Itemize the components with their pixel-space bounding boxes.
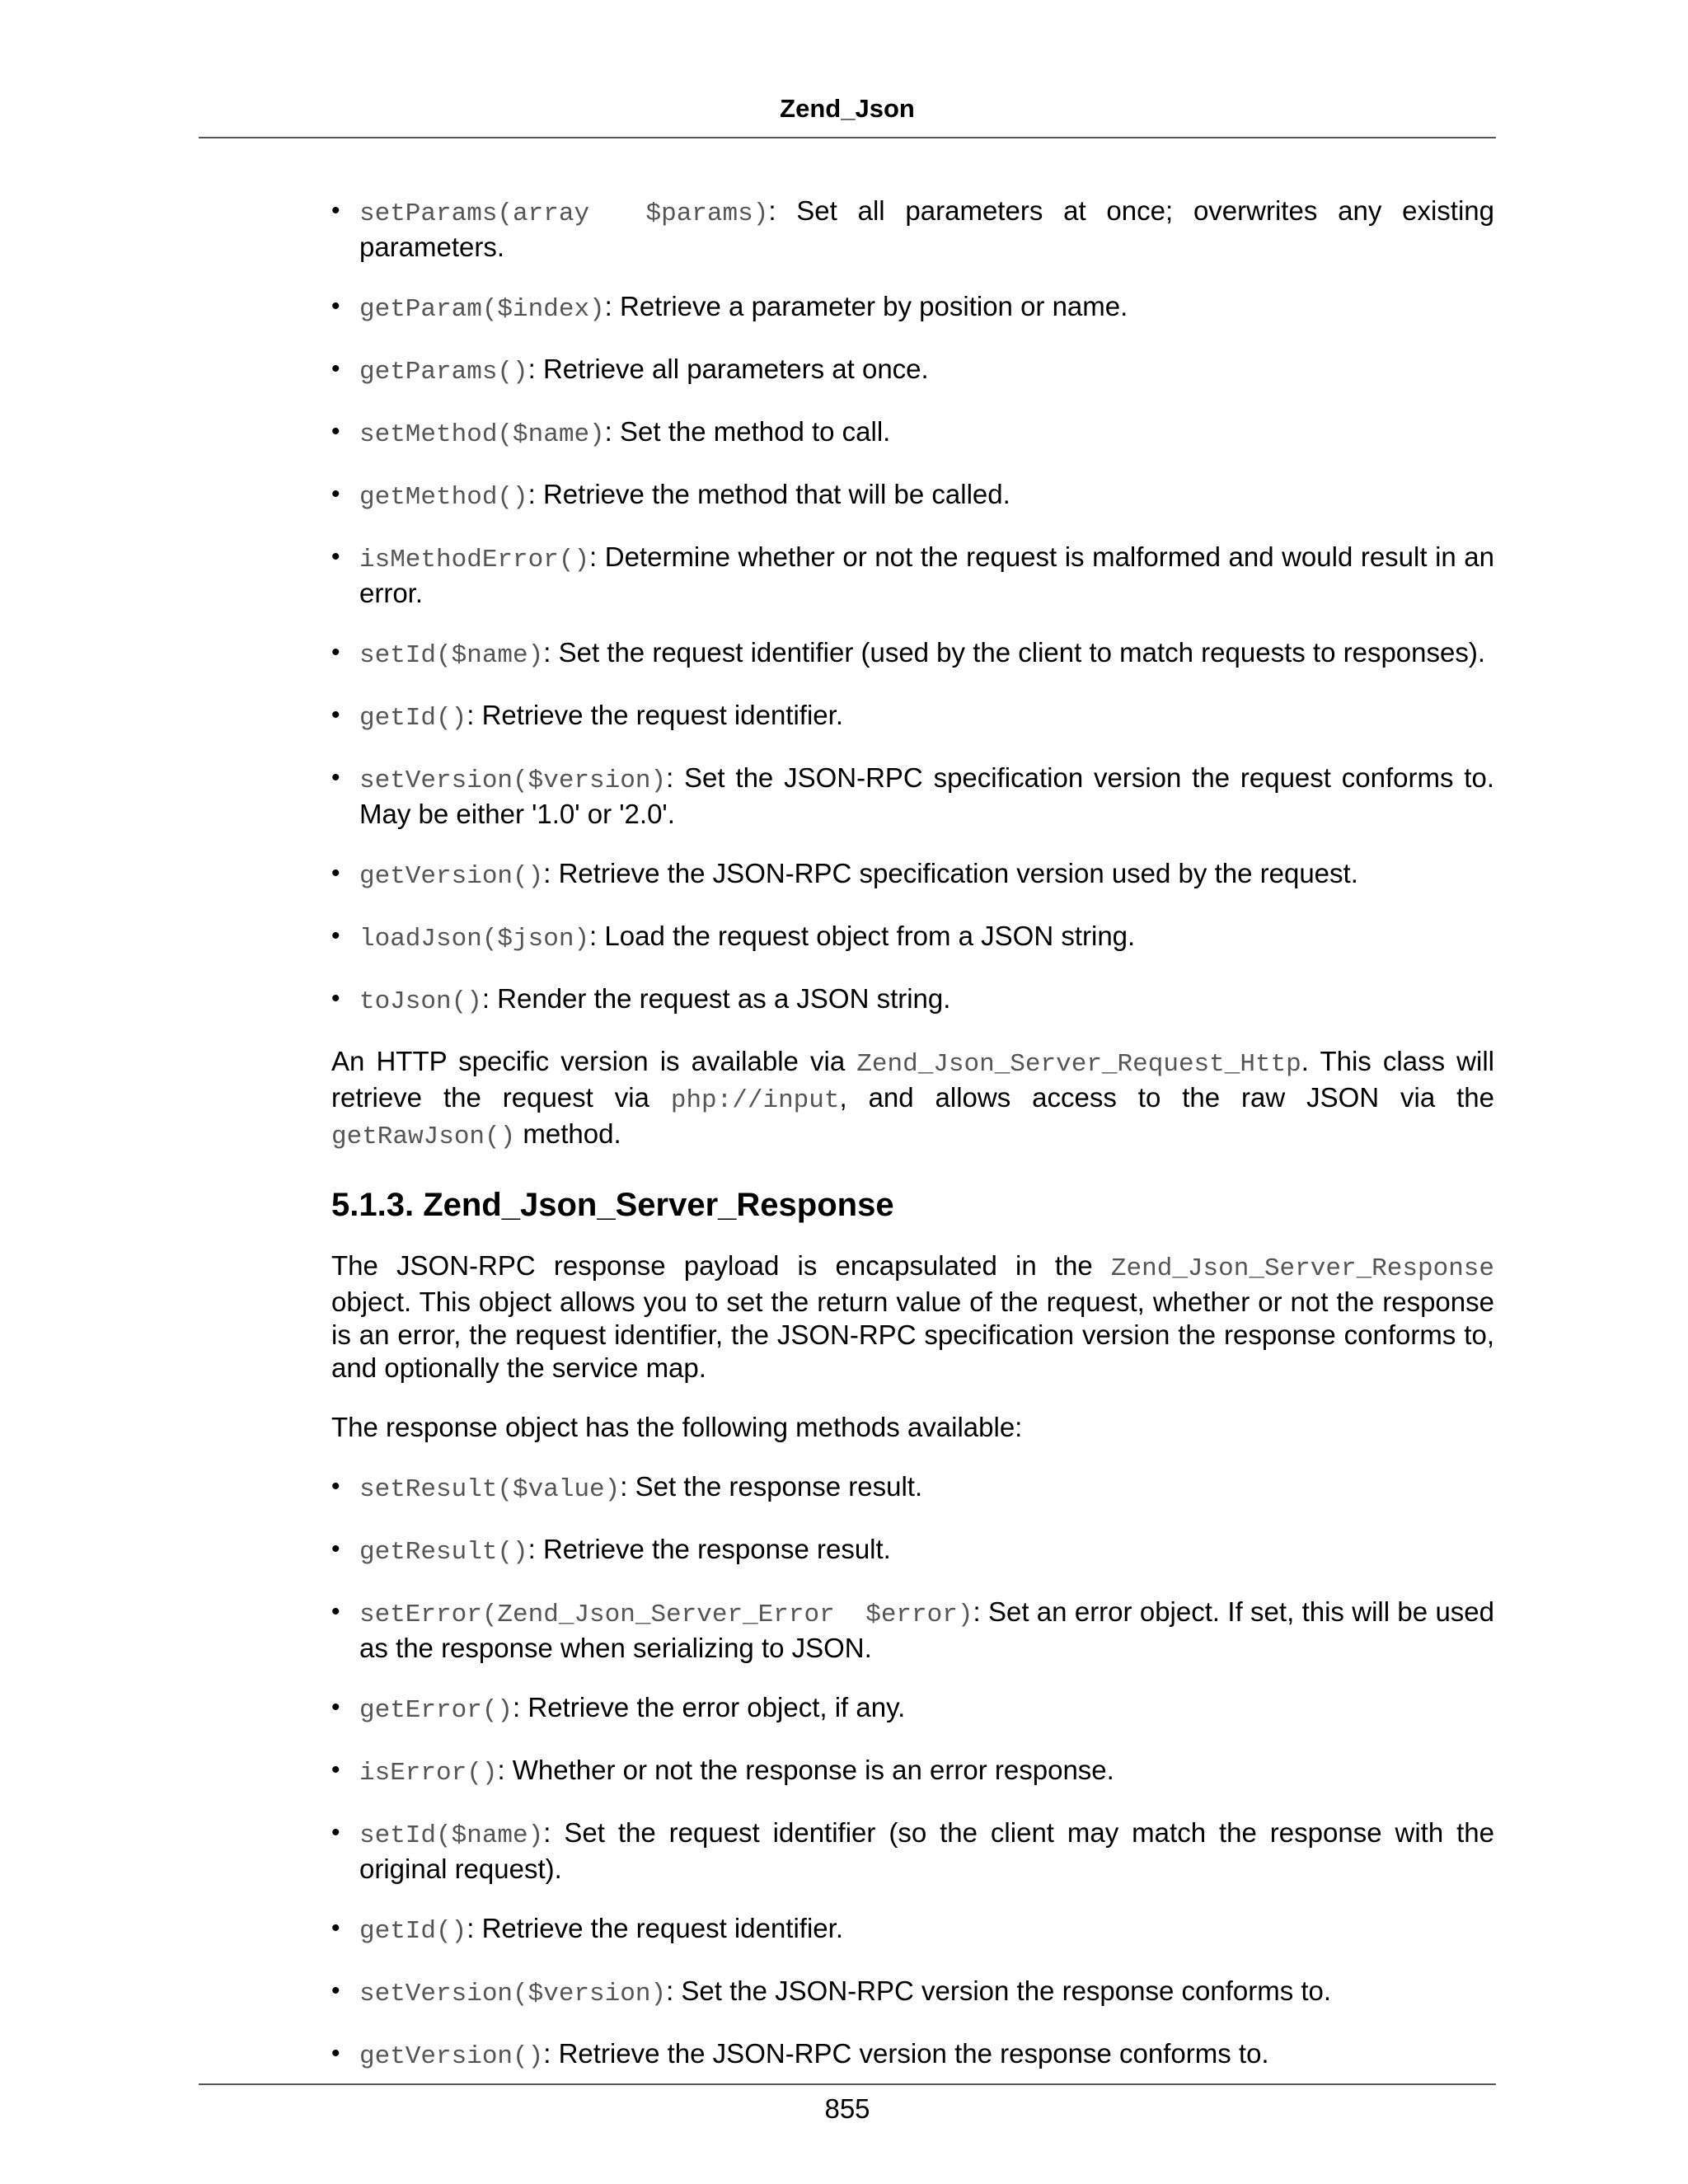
method-signature: getId()	[359, 704, 467, 733]
method-description: : Set the request identifier (used by the client to match requests to responses).	[543, 637, 1486, 668]
list-item	[331, 194, 1494, 264]
method-signature: getMethod()	[359, 483, 528, 512]
method-name: getRawJson()	[331, 1122, 516, 1151]
request-methods-list	[331, 194, 1494, 1019]
list-item	[331, 699, 1494, 735]
method-signature: setMethod($name)	[359, 420, 605, 449]
list-item	[331, 636, 1494, 673]
list-item	[331, 1596, 1494, 1665]
page-footer	[199, 2083, 1496, 2130]
list-item	[331, 290, 1494, 326]
method-description: : Set the request identifier (so the client may match the response with the original request).	[359, 1817, 1494, 1884]
list-item	[331, 920, 1494, 956]
paragraph-text: object. This object allows you to set the return value of the request, whether or not the response is an error, the request identifier, the JSON-RPC specification version the response conforms to, and optionally the service map.	[331, 1286, 1494, 1383]
method-description: : Retrieve a parameter by position or name.	[604, 291, 1128, 321]
method-signature: setVersion($version)	[359, 766, 667, 795]
section-heading: 5.1.3. Zend_Json_Server_Response	[331, 1187, 894, 1223]
method-description: : Render the request as a JSON string.	[481, 983, 951, 1014]
method-signature: getId()	[359, 1917, 467, 1946]
list-item	[331, 1691, 1494, 1727]
method-description: : Set the method to call.	[604, 416, 891, 447]
paragraph-text: An HTTP specific version is available via	[331, 1046, 857, 1076]
method-signature: setError(Zend_Json_Server_Error $error)	[359, 1601, 973, 1629]
list-item	[331, 353, 1494, 389]
paragraph-text: . This class will retrieve the request via	[331, 1046, 1494, 1113]
list-item	[331, 1912, 1494, 1948]
method-description: : Retrieve the request identifier.	[467, 1913, 843, 1943]
list-item	[331, 1470, 1494, 1507]
method-description: : Set the JSON-RPC specification version the request conforms to. May be either '1.0' or '2.0'.	[359, 762, 1494, 829]
method-description: : Set all parameters at once; overwrites any existing parameters.	[359, 195, 1494, 262]
response-paragraph	[331, 1249, 1494, 1385]
list-item	[331, 762, 1494, 831]
page-number: 855	[824, 2093, 870, 2124]
method-description: : Retrieve the JSON-RPC specification version used by the request.	[543, 858, 1358, 888]
method-signature: isError()	[359, 1759, 498, 1788]
method-signature: getVersion()	[359, 862, 544, 891]
methods-intro: The response object has the following methods available:	[331, 1412, 1023, 1442]
list-item	[331, 1975, 1494, 2011]
page-header-title: Zend_Json	[780, 94, 915, 123]
method-signature: setResult($value)	[359, 1475, 621, 1504]
method-description: : Retrieve the method that will be called.	[528, 479, 1010, 509]
method-description: : Set the JSON-RPC version the response conforms to.	[666, 1975, 1332, 2006]
method-signature: setId($name)	[359, 641, 544, 670]
method-signature: getResult()	[359, 1538, 528, 1567]
list-item	[331, 1816, 1494, 1886]
method-description: : Set an error object. If set, this will be used as the response when serializing to JSON.	[359, 1596, 1495, 1663]
paragraph-text: The JSON-RPC response payload is encapsulated in the	[331, 1250, 1111, 1281]
method-description: : Load the request object from a JSON string.	[589, 921, 1136, 951]
class-name: Zend_Json_Server_Request_Http	[856, 1050, 1301, 1079]
paragraph-text: method.	[515, 1118, 621, 1149]
method-signature: isMethodError()	[359, 546, 590, 574]
method-signature: loadJson($json)	[359, 925, 590, 954]
response-methods-list	[331, 1470, 1494, 2074]
http-request-paragraph	[331, 1045, 1494, 1154]
method-signature: getParams()	[359, 358, 528, 387]
method-signature: toJson()	[359, 987, 482, 1016]
list-item	[331, 541, 1494, 610]
page-header	[199, 89, 1496, 138]
list-item	[331, 1754, 1494, 1790]
method-description: : Retrieve the error object, if any.	[513, 1692, 906, 1722]
method-description: : Set the response result.	[620, 1471, 923, 1502]
list-item	[331, 478, 1494, 514]
list-item	[331, 415, 1494, 452]
method-signature: getParam($index)	[359, 295, 605, 324]
method-description: : Retrieve all parameters at once.	[528, 354, 929, 384]
list-item	[331, 982, 1494, 1019]
paragraph-text: , and allows access to the raw JSON via the	[839, 1082, 1495, 1113]
stream-name: php://input	[670, 1086, 840, 1115]
method-signature: setVersion($version)	[359, 1980, 667, 2008]
page-content	[331, 194, 1494, 2100]
method-signature: getError()	[359, 1696, 513, 1725]
method-signature: setParams(array $params)	[359, 199, 769, 228]
list-item	[331, 857, 1494, 893]
list-item	[331, 1533, 1494, 1569]
class-name: Zend_Json_Server_Response	[1110, 1254, 1494, 1283]
list-item	[331, 2037, 1494, 2074]
method-description: : Whether or not the response is an error response.	[497, 1755, 1114, 1785]
method-description: : Retrieve the request identifier.	[467, 700, 843, 730]
method-description: : Determine whether or not the request is malformed and would result in an error.	[359, 541, 1494, 608]
method-description: : Retrieve the response result.	[528, 1534, 891, 1564]
method-signature: setId($name)	[359, 1821, 544, 1850]
method-signature: getVersion()	[359, 2042, 544, 2071]
method-description: : Retrieve the JSON-RPC version the response conforms to.	[543, 2038, 1269, 2069]
